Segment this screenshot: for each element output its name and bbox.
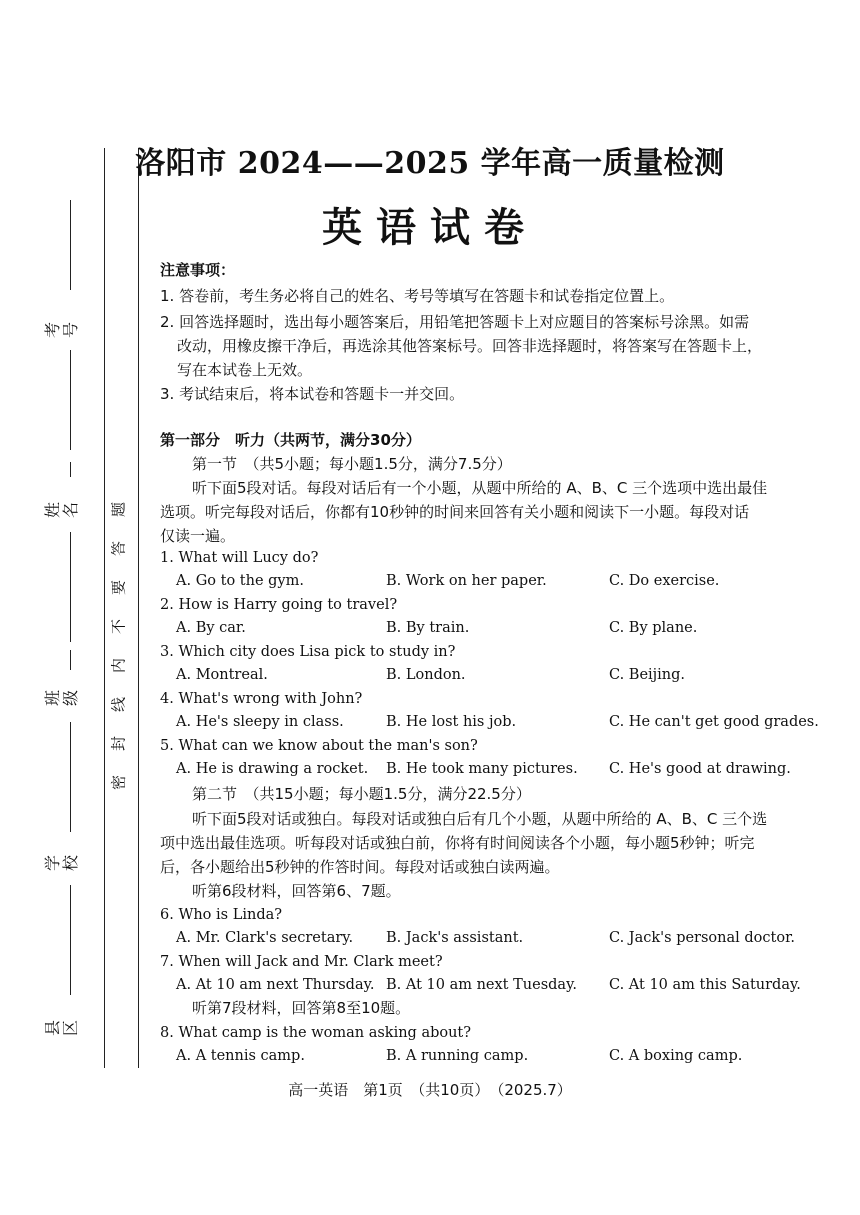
school-label: 学校	[43, 855, 80, 872]
option-a: A. Mr. Clark's secretary.	[176, 930, 354, 946]
option-b: B. Work on her paper.	[386, 573, 547, 589]
exam-title: 洛阳市 2024——2025 学年高一质量检测	[135, 146, 725, 181]
seal-char: 不	[109, 619, 128, 635]
option-c: C. He's good at drawing.	[609, 761, 791, 777]
question-text: 7. When will Jack and Mr. Clark meet?	[160, 954, 443, 970]
option-a: A. By car.	[176, 620, 246, 636]
question-text: 8. What camp is the woman asking about?	[160, 1025, 472, 1041]
school-line-lower	[70, 885, 71, 995]
option-a: A. At 10 am next Thursday.	[176, 977, 375, 993]
question-text: 2. How is Harry going to travel?	[160, 597, 398, 613]
section1-instruction: 选项。听完每段对话后，你都有10秒钟的时间来回答有关小题和阅读下一小题。每段对话	[160, 503, 750, 521]
option-a: A. Montreal.	[176, 667, 268, 683]
option-c: C. A boxing camp.	[609, 1048, 743, 1064]
section1-instruction: 仅读一遍。	[160, 527, 236, 545]
material-6-note: 听第6段材料，回答第6、7题。	[192, 882, 401, 900]
seal-char: 封	[109, 736, 128, 752]
section2-instruction: 听下面5段对话或独白。每段对话或独白后有几个小题，从题中所给的 A、B、C 三个选	[192, 810, 768, 828]
class-line-lower	[70, 722, 71, 832]
section2-instruction: 后，各小题给出5秒钟的作答时间。每段对话或独白读两遍。	[160, 858, 560, 876]
question-text: 1. What will Lucy do?	[160, 550, 319, 566]
seal-char: 题	[109, 502, 128, 518]
section2-instruction: 项中选出最佳选项。听每段对话或独白前，你将有时间阅读各个小题，每小题5秒钟；听完	[160, 834, 755, 852]
material-7-note: 听第7段材料，回答第8至10题。	[192, 999, 411, 1017]
option-c: C. He can't get good grades.	[609, 714, 819, 730]
section2-heading: 第二节 （共15小题；每小题1.5分，满分22.5分）	[192, 785, 531, 803]
margin-line-outer	[104, 148, 105, 1068]
notice-item: 3. 考试结束后，将本试卷和答题卡一并交回。	[160, 385, 465, 403]
question-text: 4. What's wrong with John?	[160, 691, 363, 707]
question-text: 6. Who is Linda?	[160, 907, 283, 923]
part1-heading: 第一部分 听力（共两节，满分30分）	[160, 431, 421, 449]
option-b: B. He lost his job.	[386, 714, 517, 730]
option-b: B. London.	[386, 667, 466, 683]
seal-line-notice	[108, 490, 130, 802]
option-a: A. He's sleepy in class.	[176, 714, 344, 730]
notice-item: 写在本试卷上无效。	[177, 361, 313, 379]
page-footer: 高一英语 第1页 （共10页） （2025.7）	[288, 1081, 572, 1099]
option-a: A. A tennis camp.	[176, 1048, 305, 1064]
exam-number-label: 考号	[43, 322, 80, 339]
option-c: C. At 10 am this Saturday.	[609, 977, 801, 993]
margin-line-inner	[138, 148, 139, 1068]
option-b: B. By train.	[386, 620, 470, 636]
seal-char: 线	[109, 697, 128, 713]
seal-char: 内	[109, 658, 128, 674]
option-c: C. Beijing.	[609, 667, 686, 683]
class-label: 班级	[43, 690, 80, 707]
notice-item: 改动，用橡皮擦干净后，再选涂其他答案标号。回答非选择题时，将答案写在答题卡上，	[177, 337, 763, 355]
notice-heading: 注意事项：	[160, 261, 236, 279]
option-b: B. At 10 am next Tuesday.	[386, 977, 577, 993]
option-b: B. Jack's assistant.	[386, 930, 524, 946]
option-c: C. Jack's personal doctor.	[609, 930, 796, 946]
exam-number-line-lower	[70, 350, 71, 450]
name-line-lower	[70, 532, 71, 642]
option-c: C. By plane.	[609, 620, 698, 636]
seal-char: 答	[109, 541, 128, 557]
name-line	[70, 462, 71, 477]
option-b: B. He took many pictures.	[386, 761, 578, 777]
option-a: A. Go to the gym.	[176, 573, 304, 589]
name-label: 姓名	[43, 502, 80, 519]
option-c: C. Do exercise.	[609, 573, 720, 589]
seal-char: 要	[109, 580, 128, 596]
section1-heading: 第一节 （共5小题；每小题1.5分，满分7.5分）	[192, 455, 512, 473]
option-b: B. A running camp.	[386, 1048, 529, 1064]
option-a: A. He is drawing a rocket.	[176, 761, 369, 777]
notice-item: 1. 答卷前，考生务必将自己的姓名、考号等填写在答题卡和试卷指定位置上。	[160, 287, 675, 305]
county-label: 县区	[43, 1020, 80, 1037]
notice-item: 2. 回答选择题时，选出每小题答案后，用铅笔把答题卡上对应题目的答案标号涂黑。如需	[160, 313, 750, 331]
seal-char: 密	[109, 775, 128, 791]
question-text: 3. Which city does Lisa pick to study in?	[160, 644, 456, 660]
exam-subtitle: 英语试卷	[322, 204, 538, 251]
section1-instruction: 听下面5段对话。每段对话后有一个小题，从题中所给的 A、B、C 三个选项中选出最佳	[192, 479, 768, 497]
class-line	[70, 650, 71, 670]
question-text: 5. What can we know about the man's son?	[160, 738, 478, 754]
